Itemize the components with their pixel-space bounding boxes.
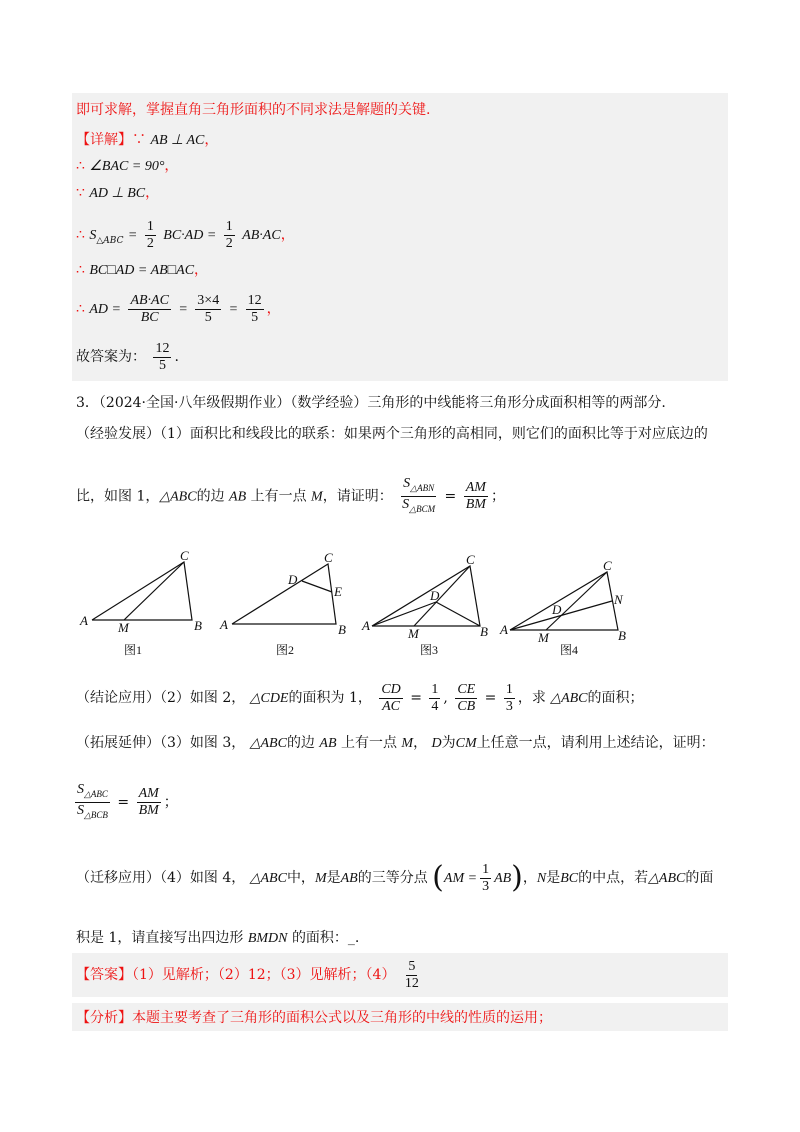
problem-q2: （结论应用）（2）如图 2， △CDE的面积为 1， $\frac{CD}{AC}$ = $\frac{1}{4}$ , $\frac{CE}{CB}$ = $\frac{1}{3}$ ，求 △ABC的面积； [76, 681, 644, 714]
fig4-label-c: C [603, 558, 612, 573]
q2-text-d: 的面积； [587, 690, 644, 706]
q4-text-c: 是 [326, 870, 341, 886]
fig3-caption: 图3 [420, 643, 439, 657]
fig1-triangle [92, 562, 192, 620]
problem-q1-line1: （经验发展）（1）面积比和线段比的联系：如果两个三角形的高相同，则它们的面积比等于对应底边的 [76, 426, 708, 442]
fig2-label-a: A [220, 617, 228, 632]
fig3-label-a: A [362, 618, 370, 633]
detail-tag: 【详解】 [76, 132, 132, 148]
fig2-label-b: B [338, 622, 346, 637]
therefore-symbol: ∴ [76, 158, 85, 174]
left-paren: ( [432, 860, 444, 895]
fig3-label-m: M [408, 626, 419, 641]
q4-paren-rhs: AB [494, 871, 512, 886]
because-symbol: ∵ [76, 185, 85, 201]
q4-text-g: 的中点，若 [578, 870, 649, 886]
q1-point: M [311, 489, 323, 505]
equals: = [410, 690, 422, 706]
equals: = [178, 302, 188, 317]
q4-text-b: 中， [286, 870, 315, 886]
q2-ratio-cd-ac: $\frac{CD}{AC}$ [381, 681, 401, 714]
answer-text: （1）见解析；（2）12；（3）见解析；（4） [132, 967, 396, 983]
half-fraction: $\frac{1}{2}$ [146, 218, 154, 251]
problem-q3-line2 [72, 782, 178, 823]
q4-triangle: △ABC [249, 871, 287, 886]
problem-q1-line2 [76, 476, 505, 517]
therefore-symbol: ∴ [76, 262, 85, 278]
q3-area-ratio: $\frac{S_{\triangle ABC}}{S_{\triangle BCB}}$ [77, 782, 108, 820]
q1-triangle: △ABC [159, 489, 197, 505]
comma: ， [204, 132, 219, 148]
q4-text-e: ， [522, 870, 537, 886]
geometry-figures [0, 550, 800, 660]
fig3-bd [436, 602, 480, 626]
semicolon: ； [163, 794, 178, 811]
solution-step-6 [76, 292, 281, 327]
equals: = [444, 488, 457, 505]
fig2-segment-de [302, 581, 332, 592]
q4-segment-bc: BC [560, 871, 579, 886]
because-symbol: ∵ [132, 132, 146, 148]
step-6-fraction-2: $\frac{3\times 4}{5}$ [197, 292, 220, 325]
equals: = [484, 690, 497, 706]
q4-text-a: （迁移应用）（4）如图 4， [76, 870, 246, 886]
q3-point-m: M [401, 736, 414, 751]
fig1-caption: 图1 [124, 643, 143, 657]
solution-step-5 [76, 260, 208, 281]
therefore-symbol: ∴ [76, 227, 85, 243]
period: . [174, 349, 179, 365]
fig4-triangle [510, 572, 618, 630]
solution-intro: 即可求解，掌握直角三角形面积的不同求法是解题的关键. [76, 102, 431, 118]
comma: ， [145, 185, 160, 201]
q4-text-d: 的三等分点 [357, 870, 428, 886]
area-subscript: △ABC [96, 235, 124, 246]
q4-one-third: $\frac{1}{3}$ [482, 861, 490, 894]
q2-triangle-2: △ABC [550, 691, 588, 706]
q4-paren-lhs: AM = [443, 871, 478, 886]
q3-text-d: ， [413, 735, 428, 751]
solution-step-3 [76, 183, 159, 204]
q1-text-c: 上有一点 [250, 488, 307, 505]
solution-step-2 [76, 156, 178, 177]
q3-text-e: 为 [441, 735, 456, 751]
q2-triangle: △CDE [249, 691, 289, 706]
solution-step-4 [76, 218, 295, 258]
fig3-ad [372, 602, 436, 626]
q2-text-b: 的面积为 1， [288, 690, 372, 706]
fig1-label-c: C [180, 550, 189, 563]
fig3-cm [414, 566, 470, 626]
q2-text-c: ，求 [517, 690, 546, 706]
q1-text-b: 的边 [196, 488, 225, 505]
fig4-label-d: D [552, 602, 562, 617]
q1-segment-ratio: $\frac{AM}{BM}$ [465, 479, 486, 512]
step-1-formula: AB ⊥ AC [150, 133, 205, 148]
fig2-label-c: C [324, 550, 333, 565]
q1-text-a: 比，如图 1， [76, 488, 160, 505]
comma: ， [266, 301, 281, 317]
q3-point-d: D [431, 736, 442, 751]
fig1-label-m: M [118, 620, 129, 635]
q4-point-m: M [314, 871, 327, 886]
equals: = [127, 228, 138, 243]
q4-triangle-2: △ABC [648, 871, 686, 886]
comma: ， [164, 158, 179, 174]
q4-text-f: 是 [546, 870, 561, 886]
fig4-caption: 图4 [560, 643, 579, 657]
solution-answer-line [76, 340, 179, 374]
q3-triangle: △ABC [249, 736, 287, 751]
analysis-line [76, 1008, 552, 1028]
fig2-caption: 图2 [276, 643, 295, 657]
step-3-formula: AD ⊥ BC [89, 186, 146, 201]
fig2-triangle [232, 564, 336, 624]
step-4-end: AB·AC [242, 228, 281, 243]
answer-prefix: 故答案为： [76, 349, 146, 365]
comma: ， [280, 227, 295, 243]
step-6-fraction-1: $\frac{AB\cdot AC}{BC}$ [130, 292, 169, 325]
problem-q3-line1 [76, 733, 715, 754]
fig3-label-c: C [466, 552, 475, 567]
q2-ratio-value-1: $\frac{1}{4}$ [431, 681, 439, 714]
answer-fraction: $\frac{5}{12}$ [404, 958, 419, 991]
equals: = [117, 794, 130, 811]
q4-text-h: 的面 [685, 870, 714, 886]
q1-segment: AB [229, 489, 247, 505]
fig2-label-e: E [334, 584, 342, 599]
problem-header: 3．（2024·全国·八年级假期作业）（数学经验）三角形的中线能将三角形分成面积相等的两部分. [76, 395, 666, 411]
q3-text-b: 的边 [286, 735, 315, 751]
fig1-label-b: B [194, 618, 202, 633]
q3-text-f: 上任意一点，请利用上述结论，证明： [476, 735, 715, 751]
q4-line2-a: 积是 1，请直接写出四边形 [76, 930, 244, 946]
q2-ratio-value-2: $\frac{1}{3}$ [505, 681, 513, 714]
q2-ratio-ce-cb: $\frac{CE}{CB}$ [457, 681, 476, 714]
area-symbol: S [89, 228, 97, 243]
fig1-median [124, 562, 184, 620]
therefore-symbol: ∴ [76, 301, 85, 317]
q4-point-n: N [536, 871, 547, 886]
half-fraction: $\frac{1}{2}$ [225, 218, 233, 251]
equals: = [228, 302, 239, 317]
q4-quadrilateral: BMDN [247, 931, 288, 946]
fig4-cm [546, 572, 607, 630]
fig4-label-a: A [500, 622, 508, 637]
fig2-label-d: D [288, 572, 298, 587]
answer-tag: 【答案】 [76, 967, 132, 983]
step-4-mid: BC·AD = [163, 228, 217, 243]
step-5-formula: BC□AD = AB□AC [89, 263, 195, 278]
analysis-text: 本题主要考查了三角形的面积公式以及三角形的中线的性质的运用； [132, 1010, 552, 1026]
q3-segment-ratio: $\frac{AM}{BM}$ [138, 785, 159, 818]
q4-line2-b: 的面积：_. [291, 930, 360, 946]
comma: ， [194, 262, 209, 278]
q1-text-d: ，请证明： [322, 488, 393, 505]
q3-segment: AB [319, 736, 337, 751]
problem-q4-line2 [76, 928, 359, 949]
q4-segment: AB [340, 871, 358, 886]
fig3-label-b: B [480, 624, 488, 639]
answer-line [76, 958, 424, 992]
q3-text-c: 上有一点 [340, 735, 397, 751]
right-paren: ) [511, 860, 523, 895]
step-6-fraction-3: $\frac{12}{5}$ [247, 292, 262, 325]
step-6-lhs: AD = [89, 302, 121, 317]
problem-q4-line1 [76, 858, 713, 899]
fig4-label-b: B [618, 628, 626, 643]
q2-text-a: （结论应用）（2）如图 2， [76, 690, 246, 706]
q3-text-a: （拓展延伸）（3）如图 3， [76, 735, 246, 751]
fig1-label-a: A [80, 613, 88, 628]
semicolon: ； [490, 488, 505, 505]
q1-area-ratio: $\frac{S_{\triangle ABN}}{S_{\triangle BCM}}$ [402, 476, 436, 514]
q3-segment-cm: CM [455, 736, 477, 751]
solution-step-1 [76, 130, 218, 151]
fig3-label-d: D [430, 588, 440, 603]
answer-fraction: $\frac{12}{5}$ [155, 340, 170, 373]
analysis-tag: 【分析】 [76, 1010, 132, 1026]
fig4-label-n: N [614, 592, 623, 607]
step-2-formula: ∠BAC = 90° [89, 159, 165, 174]
fig4-label-m: M [538, 630, 549, 645]
